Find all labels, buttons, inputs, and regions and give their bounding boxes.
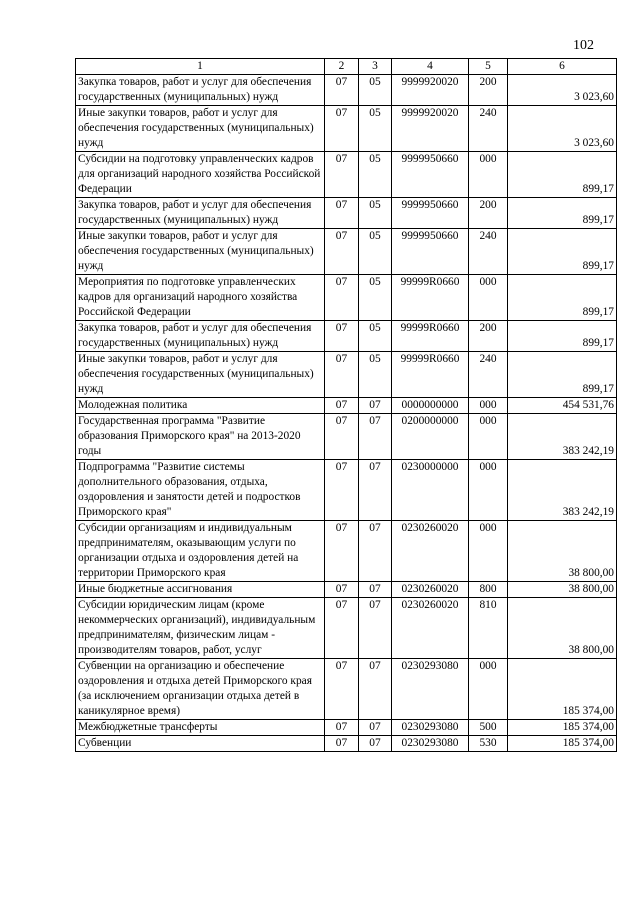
table-row — [76, 229, 617, 275]
row-section-cell: 07 — [325, 398, 359, 414]
row-section-cell: 07 — [325, 229, 359, 275]
row-section-cell: 07 — [325, 321, 359, 352]
row-target-article-cell: 99999R0660 — [392, 321, 469, 352]
header-col-5: 5 — [469, 59, 508, 75]
budget-table — [75, 58, 617, 752]
row-expense-type-cell: 240 — [469, 352, 508, 398]
row-target-article-cell: 99999R0660 — [392, 352, 469, 398]
row-target-article-cell: 9999920020 — [392, 75, 469, 106]
row-expense-type-cell: 000 — [469, 460, 508, 521]
row-expense-type-cell: 000 — [469, 521, 508, 582]
table-row — [76, 398, 617, 414]
row-target-article-cell: 0230000000 — [392, 460, 469, 521]
header-col-1: 1 — [76, 59, 325, 75]
row-name-cell: Государственная программа "Развитие образования Приморского края" на 2013-2020 годы — [76, 414, 325, 460]
row-name-cell: Субвенции — [76, 736, 325, 752]
header-col-3: 3 — [359, 59, 392, 75]
row-subsection-cell: 05 — [359, 106, 392, 152]
row-amount-cell: 899,17 — [508, 229, 617, 275]
row-target-article-cell: 9999920020 — [392, 106, 469, 152]
row-expense-type-cell: 810 — [469, 598, 508, 659]
table-row — [76, 321, 617, 352]
row-subsection-cell: 07 — [359, 598, 392, 659]
row-expense-type-cell: 200 — [469, 75, 508, 106]
row-name-cell: Субвенции на организацию и обеспечение оздоровления и отдыха детей Приморского края (за исключением организации отдыха детей в каникулярное время) — [76, 659, 325, 720]
row-amount-cell: 899,17 — [508, 321, 617, 352]
row-expense-type-cell: 800 — [469, 582, 508, 598]
row-name-cell: Иные закупки товаров, работ и услуг для обеспечения государственных (муниципальных) нужд — [76, 106, 325, 152]
row-subsection-cell: 07 — [359, 414, 392, 460]
row-name-cell: Молодежная политика — [76, 398, 325, 414]
row-target-article-cell: 0230293080 — [392, 720, 469, 736]
row-amount-cell: 899,17 — [508, 198, 617, 229]
row-expense-type-cell: 200 — [469, 198, 508, 229]
table-row — [76, 460, 617, 521]
row-target-article-cell: 0230260020 — [392, 582, 469, 598]
row-name-cell: Межбюджетные трансферты — [76, 720, 325, 736]
row-expense-type-cell: 000 — [469, 152, 508, 198]
row-amount-cell: 454 531,76 — [508, 398, 617, 414]
table-row — [76, 736, 617, 752]
row-expense-type-cell: 000 — [469, 275, 508, 321]
table-row — [76, 106, 617, 152]
header-col-6: 6 — [508, 59, 617, 75]
row-section-cell: 07 — [325, 521, 359, 582]
row-expense-type-cell: 000 — [469, 398, 508, 414]
row-subsection-cell: 07 — [359, 460, 392, 521]
row-subsection-cell: 05 — [359, 75, 392, 106]
row-expense-type-cell: 200 — [469, 321, 508, 352]
row-amount-cell: 899,17 — [508, 275, 617, 321]
row-section-cell: 07 — [325, 720, 359, 736]
row-target-article-cell: 99999R0660 — [392, 275, 469, 321]
row-name-cell: Иные закупки товаров, работ и услуг для обеспечения государственных (муниципальных) нужд — [76, 352, 325, 398]
table-row — [76, 582, 617, 598]
row-target-article-cell: 9999950660 — [392, 229, 469, 275]
row-subsection-cell: 07 — [359, 659, 392, 720]
row-section-cell: 07 — [325, 598, 359, 659]
row-subsection-cell: 07 — [359, 582, 392, 598]
row-amount-cell: 899,17 — [508, 152, 617, 198]
row-target-article-cell: 0230260020 — [392, 521, 469, 582]
row-section-cell: 07 — [325, 198, 359, 229]
table-row — [76, 275, 617, 321]
row-subsection-cell: 05 — [359, 352, 392, 398]
row-target-article-cell: 9999950660 — [392, 198, 469, 229]
row-name-cell: Субсидии организациям и индивидуальным предпринимателям, оказывающим услуги по организации отдыха и оздоровления детей на территории Приморского края — [76, 521, 325, 582]
row-expense-type-cell: 240 — [469, 229, 508, 275]
table-row — [76, 152, 617, 198]
row-amount-cell: 185 374,00 — [508, 659, 617, 720]
row-name-cell: Субсидии на подготовку управленческих кадров для организаций народного хозяйства Российской Федерации — [76, 152, 325, 198]
row-section-cell: 07 — [325, 414, 359, 460]
row-amount-cell: 3 023,60 — [508, 75, 617, 106]
row-subsection-cell: 05 — [359, 229, 392, 275]
row-name-cell: Закупка товаров, работ и услуг для обеспечения государственных (муниципальных) нужд — [76, 321, 325, 352]
row-expense-type-cell: 000 — [469, 659, 508, 720]
row-subsection-cell: 07 — [359, 736, 392, 752]
row-section-cell: 07 — [325, 106, 359, 152]
row-name-cell: Мероприятия по подготовке управленческих кадров для организаций народного хозяйства Российской Федерации — [76, 275, 325, 321]
row-amount-cell: 3 023,60 — [508, 106, 617, 152]
row-section-cell: 07 — [325, 736, 359, 752]
row-amount-cell: 38 800,00 — [508, 521, 617, 582]
table-row — [76, 75, 617, 106]
row-expense-type-cell: 000 — [469, 414, 508, 460]
row-subsection-cell: 05 — [359, 198, 392, 229]
row-subsection-cell: 05 — [359, 321, 392, 352]
row-name-cell: Субсидии юридическим лицам (кроме некоммерческих организаций), индивидуальным предпринимателям, физическим лицам - производителям товаров, работ, услуг — [76, 598, 325, 659]
row-target-article-cell: 0230293080 — [392, 736, 469, 752]
row-subsection-cell: 05 — [359, 152, 392, 198]
row-section-cell: 07 — [325, 460, 359, 521]
row-section-cell: 07 — [325, 75, 359, 106]
page-number: 102 — [573, 38, 594, 53]
row-name-cell: Закупка товаров, работ и услуг для обеспечения государственных (муниципальных) нужд — [76, 198, 325, 229]
row-amount-cell: 185 374,00 — [508, 736, 617, 752]
header-col-2: 2 — [325, 59, 359, 75]
row-target-article-cell: 0000000000 — [392, 398, 469, 414]
table-row — [76, 659, 617, 720]
row-section-cell: 07 — [325, 152, 359, 198]
row-target-article-cell: 0230260020 — [392, 598, 469, 659]
table-header-row — [76, 59, 617, 75]
row-amount-cell: 38 800,00 — [508, 582, 617, 598]
row-amount-cell: 383 242,19 — [508, 460, 617, 521]
row-name-cell: Закупка товаров, работ и услуг для обеспечения государственных (муниципальных) нужд — [76, 75, 325, 106]
row-amount-cell: 899,17 — [508, 352, 617, 398]
table-row — [76, 720, 617, 736]
row-amount-cell: 38 800,00 — [508, 598, 617, 659]
row-subsection-cell: 07 — [359, 521, 392, 582]
row-subsection-cell: 07 — [359, 720, 392, 736]
row-expense-type-cell: 530 — [469, 736, 508, 752]
table-row — [76, 521, 617, 582]
row-target-article-cell: 0230293080 — [392, 659, 469, 720]
row-expense-type-cell: 500 — [469, 720, 508, 736]
row-subsection-cell: 07 — [359, 398, 392, 414]
row-amount-cell: 383 242,19 — [508, 414, 617, 460]
row-expense-type-cell: 240 — [469, 106, 508, 152]
table-row — [76, 598, 617, 659]
row-name-cell: Иные бюджетные ассигнования — [76, 582, 325, 598]
row-section-cell: 07 — [325, 275, 359, 321]
row-section-cell: 07 — [325, 659, 359, 720]
row-subsection-cell: 05 — [359, 275, 392, 321]
row-name-cell: Иные закупки товаров, работ и услуг для обеспечения государственных (муниципальных) нужд — [76, 229, 325, 275]
row-section-cell: 07 — [325, 352, 359, 398]
header-col-4: 4 — [392, 59, 469, 75]
table-row — [76, 198, 617, 229]
row-section-cell: 07 — [325, 582, 359, 598]
row-amount-cell: 185 374,00 — [508, 720, 617, 736]
table-row — [76, 414, 617, 460]
row-target-article-cell: 9999950660 — [392, 152, 469, 198]
row-name-cell: Подпрограмма "Развитие системы дополнительного образования, отдыха, оздоровления и занятости детей и подростков Приморского края" — [76, 460, 325, 521]
row-target-article-cell: 0200000000 — [392, 414, 469, 460]
table-row — [76, 352, 617, 398]
